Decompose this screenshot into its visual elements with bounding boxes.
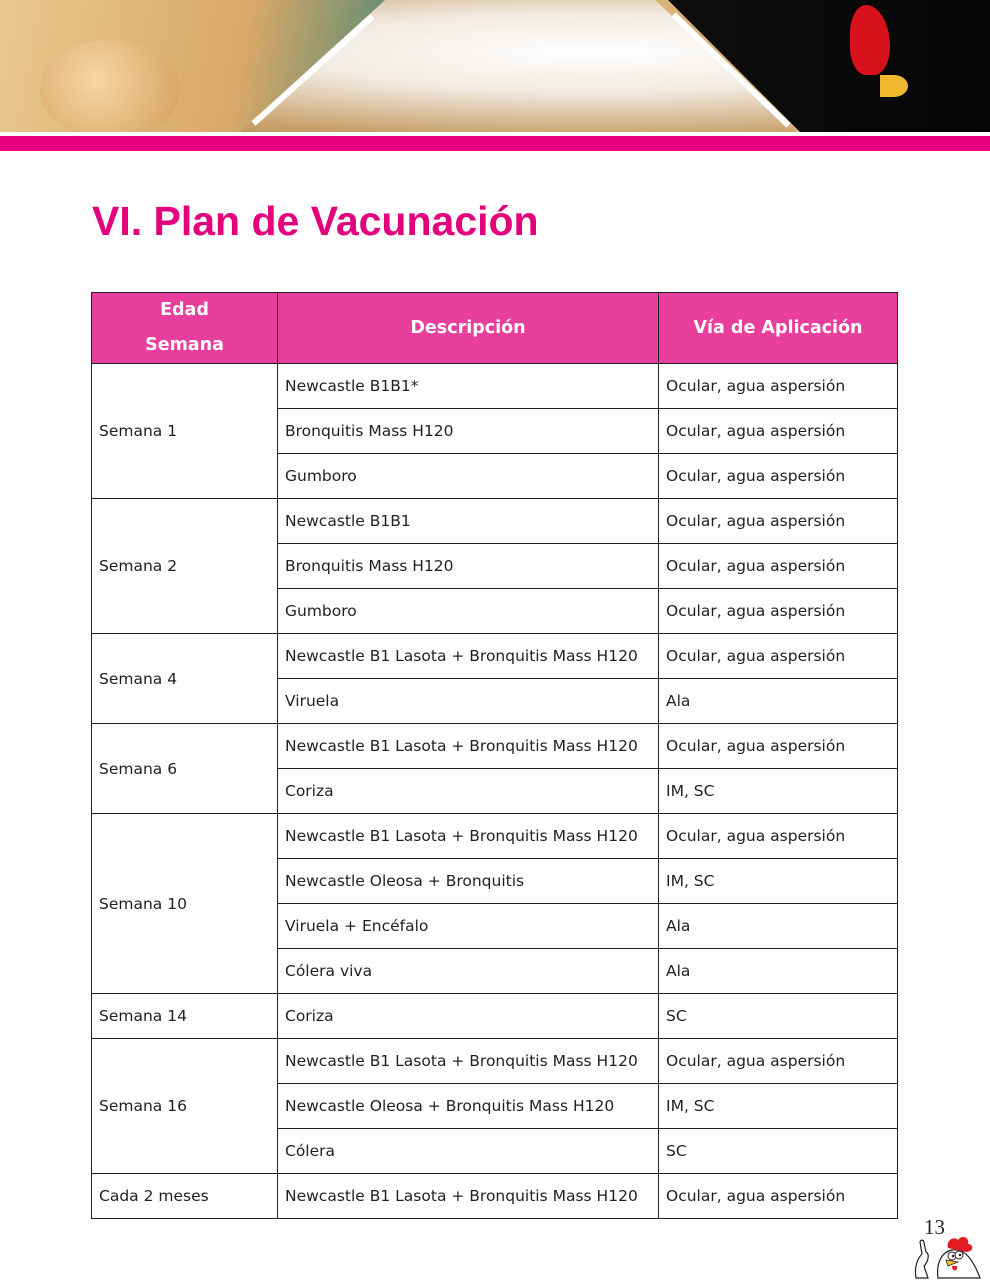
route-cell: Ala xyxy=(659,904,898,949)
description-cell: Cólera viva xyxy=(278,949,659,994)
route-cell: SC xyxy=(659,1129,898,1174)
chick-image xyxy=(40,40,180,132)
description-cell: Newcastle B1 Lasota + Bronquitis Mass H120 xyxy=(278,634,659,679)
header-age xyxy=(92,293,278,364)
header-age-line2: Semana xyxy=(145,335,224,355)
description-cell: Newcastle B1 Lasota + Bronquitis Mass H120 xyxy=(278,1174,659,1219)
table-body xyxy=(92,364,898,1219)
route-cell: Ocular, agua aspersión xyxy=(659,544,898,589)
description-cell: Coriza xyxy=(278,994,659,1039)
route-cell: Ocular, agua aspersión xyxy=(659,499,898,544)
table-row xyxy=(92,364,898,409)
route-cell: Ocular, agua aspersión xyxy=(659,454,898,499)
route-cell: Ala xyxy=(659,949,898,994)
age-cell: Semana 2 xyxy=(92,499,278,634)
route-cell: Ala xyxy=(659,679,898,724)
description-cell: Newcastle B1 Lasota + Bronquitis Mass H120 xyxy=(278,814,659,859)
description-cell: Newcastle B1B1 xyxy=(278,499,659,544)
route-cell: Ocular, agua aspersión xyxy=(659,364,898,409)
route-cell: IM, SC xyxy=(659,769,898,814)
vaccination-table xyxy=(91,292,898,1219)
header-route: Vía de Aplicación xyxy=(659,293,898,364)
accent-bar xyxy=(0,136,990,151)
age-cell: Semana 4 xyxy=(92,634,278,724)
description-cell: Bronquitis Mass H120 xyxy=(278,409,659,454)
header-age-line1: Edad xyxy=(160,300,209,320)
route-cell: Ocular, agua aspersión xyxy=(659,1039,898,1084)
age-cell: Semana 1 xyxy=(92,364,278,499)
age-cell: Semana 10 xyxy=(92,814,278,994)
age-cell: Semana 14 xyxy=(92,994,278,1039)
description-cell: Viruela + Encéfalo xyxy=(278,904,659,949)
table-row xyxy=(92,499,898,544)
description-cell: Gumboro xyxy=(278,589,659,634)
rooster-beak xyxy=(880,75,908,97)
description-cell: Gumboro xyxy=(278,454,659,499)
description-cell: Newcastle B1 Lasota + Bronquitis Mass H120 xyxy=(278,724,659,769)
description-cell: Newcastle B1 Lasota + Bronquitis Mass H120 xyxy=(278,1039,659,1084)
route-cell: SC xyxy=(659,994,898,1039)
table-row xyxy=(92,724,898,769)
table-row xyxy=(92,634,898,679)
age-cell: Semana 16 xyxy=(92,1039,278,1174)
description-cell: Newcastle Oleosa + Bronquitis xyxy=(278,859,659,904)
description-cell: Newcastle Oleosa + Bronquitis Mass H120 xyxy=(278,1084,659,1129)
route-cell: Ocular, agua aspersión xyxy=(659,1174,898,1219)
table-row xyxy=(92,994,898,1039)
route-cell: IM, SC xyxy=(659,1084,898,1129)
table-row xyxy=(92,1039,898,1084)
route-cell: Ocular, agua aspersión xyxy=(659,634,898,679)
route-cell: Ocular, agua aspersión xyxy=(659,409,898,454)
page-number: 13 xyxy=(924,1215,945,1239)
description-cell: Bronquitis Mass H120 xyxy=(278,544,659,589)
age-cell: Cada 2 meses xyxy=(92,1174,278,1219)
age-cell: Semana 6 xyxy=(92,724,278,814)
header-description: Descripción xyxy=(278,293,659,364)
header-banner-photo xyxy=(0,0,990,132)
route-cell: Ocular, agua aspersión xyxy=(659,814,898,859)
route-cell: Ocular, agua aspersión xyxy=(659,589,898,634)
description-cell: Viruela xyxy=(278,679,659,724)
description-cell: Coriza xyxy=(278,769,659,814)
table-row xyxy=(92,814,898,859)
table-header-row xyxy=(92,293,898,364)
description-cell: Newcastle B1B1* xyxy=(278,364,659,409)
table-row xyxy=(92,1174,898,1219)
route-cell: IM, SC xyxy=(659,859,898,904)
rooster-mascot-icon xyxy=(908,1232,988,1280)
page-title: VI. Plan de Vacunación xyxy=(92,198,539,244)
description-cell: Cólera xyxy=(278,1129,659,1174)
route-cell: Ocular, agua aspersión xyxy=(659,724,898,769)
